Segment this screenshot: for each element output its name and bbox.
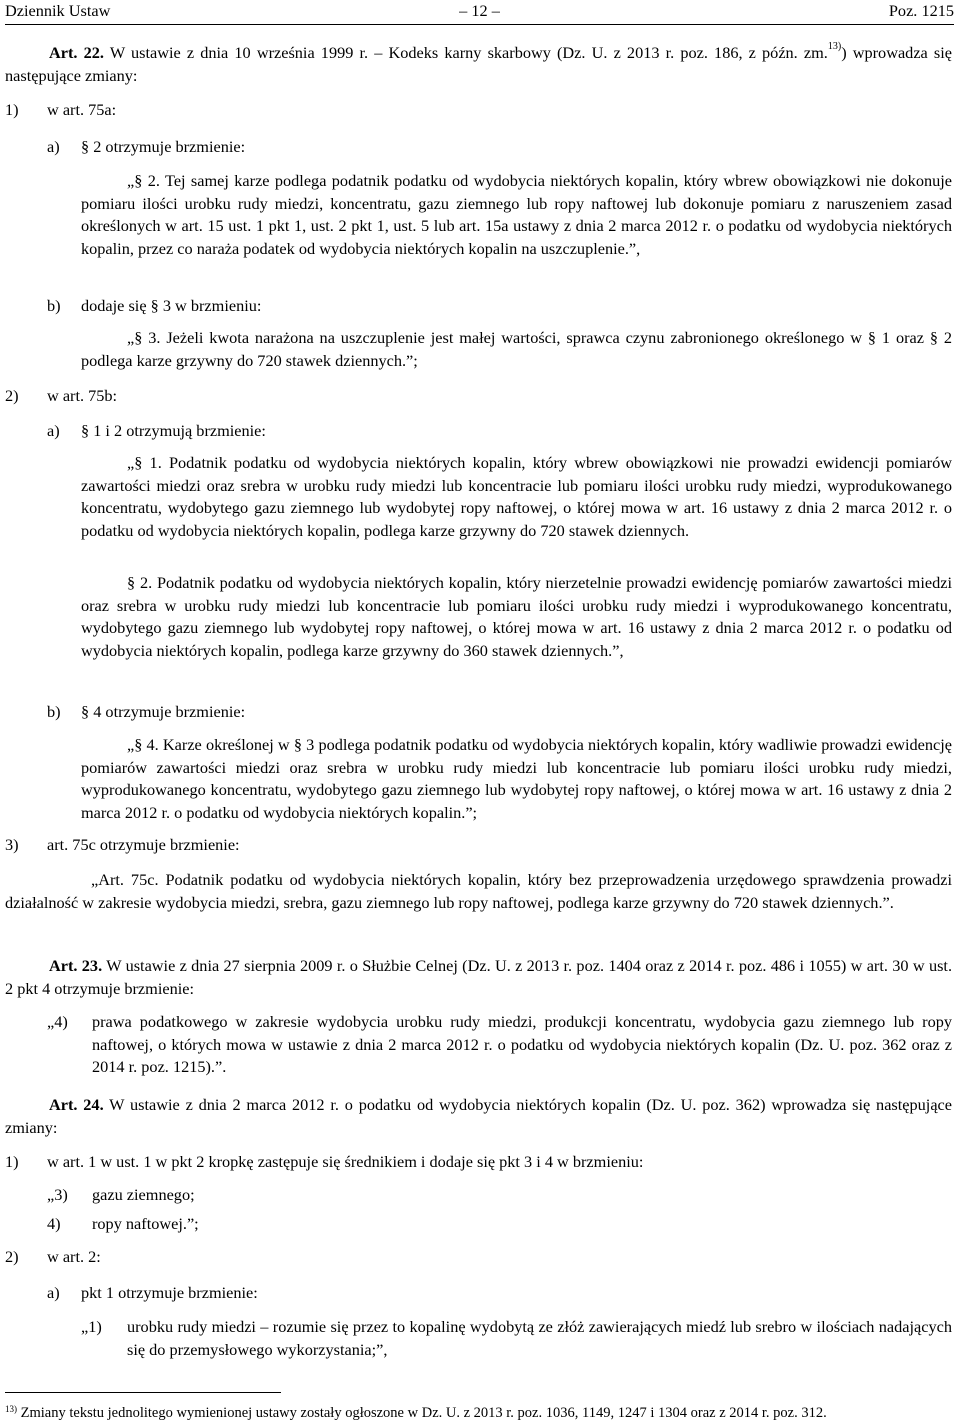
art24-point2a-quote-num: „1) [81,1317,102,1336]
footnote [5,1404,955,1422]
art22-point1-num: 1) [5,100,19,119]
art24-quote3-num: „3) [47,1185,68,1204]
art22-point1a-text: § 2 otrzymuje brzmienie: [81,137,246,156]
art24-label: Art. 24. [49,1095,104,1114]
art24-intro [5,1094,952,1139]
art22-point2b-quote: „§ 4. Karze określonej w § 3 podlega podatnik podatku od wydobycia niektórych kopalin, który wadliwie prowadzi ewidencję pomiarów zawartości miedzi oraz srebra w urobku rudy miedzi lub koncentracie lub pomiaru ilości urobku rudy miedzi, wyprodukowanego koncentratu, wydobytego gazu ziemnego lub wydobytej ropy naftowej, o której mowa w art. 16 ustawy z dnia 2 marca 2012 r. o podatku od wydobycia niektórych kopalin.”; [81,735,952,822]
art22-point2a-quote-2: § 2. Podatnik podatku od wydobycia niektórych kopalin, który nierzetelnie prowadzi ewidencję pomiarów zawartości miedzi oraz srebra w urobku rudy miedzi lub koncentracie lub pomiaru ilości urobku rudy miedzi i wyprodukowanego koncentratu, wydobytego gazu ziemnego lub wydobytej ropy naftowej, o której mowa w art. 16 ustawy z dnia 2 marca 2012 r. o podatku od wydobycia niektórych kopalin, podlega karze grzywny do 360 stawek dziennych.”, [81,573,952,660]
art22-point1b-text: dodaje się § 3 w brzmieniu: [81,296,262,315]
page-header [5,0,954,25]
art24-quote4-text: ropy naftowej.”; [92,1214,199,1233]
art22-label: Art. 22. [49,43,104,62]
art22-point2b-text: § 4 otrzymuje brzmienie: [81,702,246,721]
art22-intro-tail: ) wprowadza się następujące zmiany: [5,43,952,85]
art22-point2-num: 2) [5,386,19,405]
art23-quote-text: prawa podatkowego w zakresie wydobycia urobku rudy miedzi, produkcji koncentratu, wydobycia gazu ziemnego lub ropy naftowej, o których mowa w ustawie z dnia 2 marca 2012 r. o podatku od wydobycia niektórych kopalin (Dz. U. poz. 362 oraz z 2014 r. poz. 1215).”. [92,1012,952,1077]
art22-point2a-quote-1: „§ 1. Podatnik podatku od wydobycia niektórych kopalin, który wbrew obowiązkowi nie prowadzi ewidencji pomiarów zawartości miedzi oraz srebra w urobku rudy miedzi lub koncentracie lub pomiaru ilości urobku rudy miedzi, wyprodukowanego koncentratu, wydobytego gazu ziemnego lub wydobytej ropy naftowej, o której mowa w art. 16 ustawy z dnia 2 marca 2012 r. o podatku od wydobycia niektórych kopalin, podlega karze grzywny do 720 stawek dziennych. [81,453,952,540]
art24-point2-text: w art. 2: [47,1247,101,1266]
art24-point2a-num: a) [47,1283,60,1302]
art22-point1a-quote: „§ 2. Tej samej karze podlega podatnik podatku od wydobycia niektórych kopalin, który wbrew obowiązkowi nie dokonuje pomiaru ilości urobku rudy miedzi, koncentratu, gazu ziemnego lub ropy naftowej lub dokonuje pomiaru z naruszeniem zasad określonych w art. 15 ust. 1 pkt 1, ust. 2 pkt 1, ust. 5 lub art. 15a ustawy z dnia 2 marca 2012 r. o podatku od wydobycia niektórych kopalin, przez co naraża podatek od wydobycia niektórych kopalin na uszczuplenie.”, [81,171,952,258]
art22-point2-text: w art. 75b: [47,386,118,405]
footnote-number: 13) [5,1404,17,1414]
art24-quote3-text: gazu ziemnego; [92,1185,195,1204]
art22-intro [5,42,952,87]
art24-text: W ustawie z dnia 2 marca 2012 r. o podatku od wydobycia niektórych kopalin (Dz. U. poz. 362) wprowadza się następujące zmiany: [5,1095,952,1137]
footnote-text: Zmiany tekstu jednolitego wymienionej ustawy zostały ogłoszone w Dz. U. z 2013 r. poz. 1036, 1149, 1247 i 1304 oraz z 2014 r. poz. 312. [20,1405,827,1421]
art22-point3-num: 3) [5,835,19,854]
art22-point1a-num: a) [47,137,60,156]
art23-label: Art. 23. [49,956,103,975]
art24-quote4-num: 4) [47,1214,61,1233]
art24-point1-num: 1) [5,1152,19,1171]
art22-point1b-num: b) [47,296,61,315]
art24-point2-num: 2) [5,1247,19,1266]
page-number: – 12 – [459,1,500,20]
art23-intro [5,955,952,1000]
art23-quote-num: „4) [47,1012,68,1031]
art23-text: W ustawie z dnia 27 sierpnia 2009 r. o Służbie Celnej (Dz. U. z 2013 r. poz. 1404 oraz z 2014 r. poz. 486 i 1055) w art. 30 w ust. 2 pkt 4 otrzymuje brzmienie: [5,956,953,998]
footnote-ref: 13) [827,41,842,52]
art22-point3-text: art. 75c otrzymuje brzmienie: [47,835,240,854]
footnote-separator [5,1392,281,1393]
art24-point2a-quote-text: urobku rudy miedzi – rozumie się przez to kopalinę wydobytą ze złóż zawierających miedź lub srebro w ilościach nadających się do przemysłowego wykorzystania;”, [127,1317,952,1359]
art22-point2a-num: a) [47,421,60,440]
art24-point1-text: w art. 1 w ust. 1 w pkt 2 kropkę zastępuje się średnikiem i dodaje się pkt 3 i 4 w brzmieniu: [47,1152,644,1171]
art22-intro-text: W ustawie z dnia 10 września 1999 r. – Kodeks karny skarbowy (Dz. U. z 2013 r. poz. 186, z późn. zm. [109,43,828,62]
journal-name: Dziennik Ustaw [5,1,111,20]
art22-point1b-quote: „§ 3. Jeżeli kwota narażona na uszczuplenie jest małej wartości, sprawca czynu zabronionego określonego w § 1 oraz § 2 podlega karze grzywny do 720 stawek dziennych.”; [81,328,952,370]
art22-point1-text: w art. 75a: [47,100,117,119]
art22-point2b-num: b) [47,702,61,721]
art22-point2a-text: § 1 i 2 otrzymują brzmienie: [81,421,266,440]
position-number: Poz. 1215 [888,1,954,20]
art24-point2a-text: pkt 1 otrzymuje brzmienie: [81,1283,258,1302]
art22-point3-quote: „Art. 75c. Podatnik podatku od wydobycia niektórych kopalin, który bez przeprowadzenia urzędowego sprawdzenia prowadzi działalność w zakresie wydobycia miedzi, srebra, gazu ziemnego lub ropy naftowej, podlega karze grzywny do 720 stawek dziennych.”. [5,870,952,912]
